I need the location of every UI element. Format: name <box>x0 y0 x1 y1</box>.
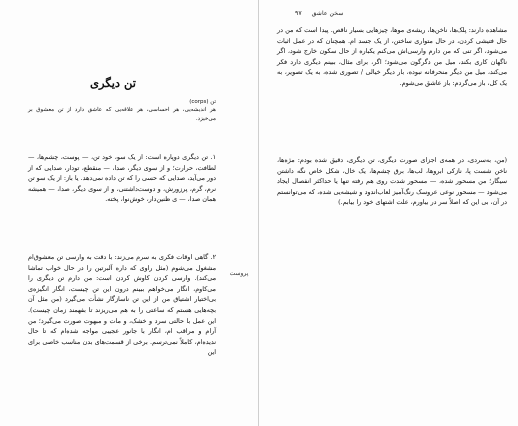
right-paragraph-2: (من، به‌سردی، در همه‌ی اجزای صورت دیگری، تن دیگری، دقیق شده بودم: مژه‌ها، ناخن شست پا، نازکی ابروها، لب‌ها، برق چشم‌ها، یک خال، شکل خاص نگه داشتن سیگار؛ من مسحور شده، — مسحور شدت روی هم رفته تنها یا حداکثر انفصال ایجاد می‌شود — مسحور نوعی عروسک رنگ‌آمیز لعاب‌اندود و شیشه‌یی شده، که می‌توانستم در آن، بی این که اصلاً سر در بیاورم، علت اشتهای خود را بیابم.) <box>277 156 507 207</box>
paragraph-1: ۱. تن دیگری دوپاره است: از یک سو، خود تن، — پوست، چشم‌ها، — لطافت، حرارت؛ و از سوی دیگر، صدا، — منقطع، تودار، صدایی که از دور می‌آید، صدایی که حسی را که تن داده نمی‌دهد. یا باز: از یک سو تن نرم، گرم، پرزورش، و دوست‌داشتنی، و از سوی دیگر، صدا، — همیشه همان صدا، — ی ظنین‌دار، خوش‌نوا، پخته. <box>28 153 216 204</box>
running-header <box>295 10 485 17</box>
right-paragraph-1: مشاهده دارند: پلک‌ها، ناخن‌ها، ریشه‌ی موها، چیزهایی بسیار ناقص. پیدا است که من در حال فتیشی کردن، در حال متواری ساختن، از یک جسد ام. همچنان که در عمل اثبات می‌شود، اگر تنی که من دارم وارسی‌اش می‌کنم یکباره از حال سکون خارج شود، اگر ناگهان کاری بکند، میل من دگرگون می‌شود؛ اگر، برای مثال، ببینم دیگری دارد فکر می‌کند، میل من دیگر منحرفانه نبوده، بار دیگر خیالی / تصوری شده، به یک تصویر، به یک کل، باز می‌گردم: باز عاشق می‌شوم. <box>277 26 507 87</box>
lexicon-entry <box>28 98 216 123</box>
margin-note: پروست <box>229 270 249 277</box>
lexicon-definition: هر اندیشه‌یی، هر احساسی، هر علاقه‌یی که عاشق دارد از تن معشوق بر می‌خیزد. <box>28 107 216 122</box>
paragraph-2: ۲. گاهی اوقات فکری به سرم می‌زند: با دقت به وارسی تن معشوق‌ام مشغول می‌شوم (مثل راوی که داره آلبرتین را در حال خواب تماشا می‌کند). وارسی کردن کاوش کردن است: من دارم تن دیگری را می‌کاوم، انگار می‌خواهم ببینم درون این تن چیست، انگار انگیزه‌ی بی‌اختیار اشتیاق من از این تن ناسازگار نشأت می‌گیرد (من مثل آن بچه‌هایی هستم که ساعتی را به هم می‌ریزند تا بفهمند زمان چیست). این عمل با حالتی سرد و خشک، و مات و مبهوت صورت می‌گیرد؛ من آرام و مراقب ام، انگار با جانور عجیبی مواجه شده‌ام که تا حال ندیده‌ام، کاملاً نمی‌ترسم. برخی از قسمت‌های بدن مناسب خاصی برای این <box>28 253 216 357</box>
right-page <box>259 0 518 426</box>
header-title: سخن عاشق <box>311 10 344 17</box>
page-number: ۹۷ <box>295 10 302 17</box>
chapter-title: تن دیگری <box>90 76 136 90</box>
lexicon-term: تن (corps) <box>189 99 216 105</box>
